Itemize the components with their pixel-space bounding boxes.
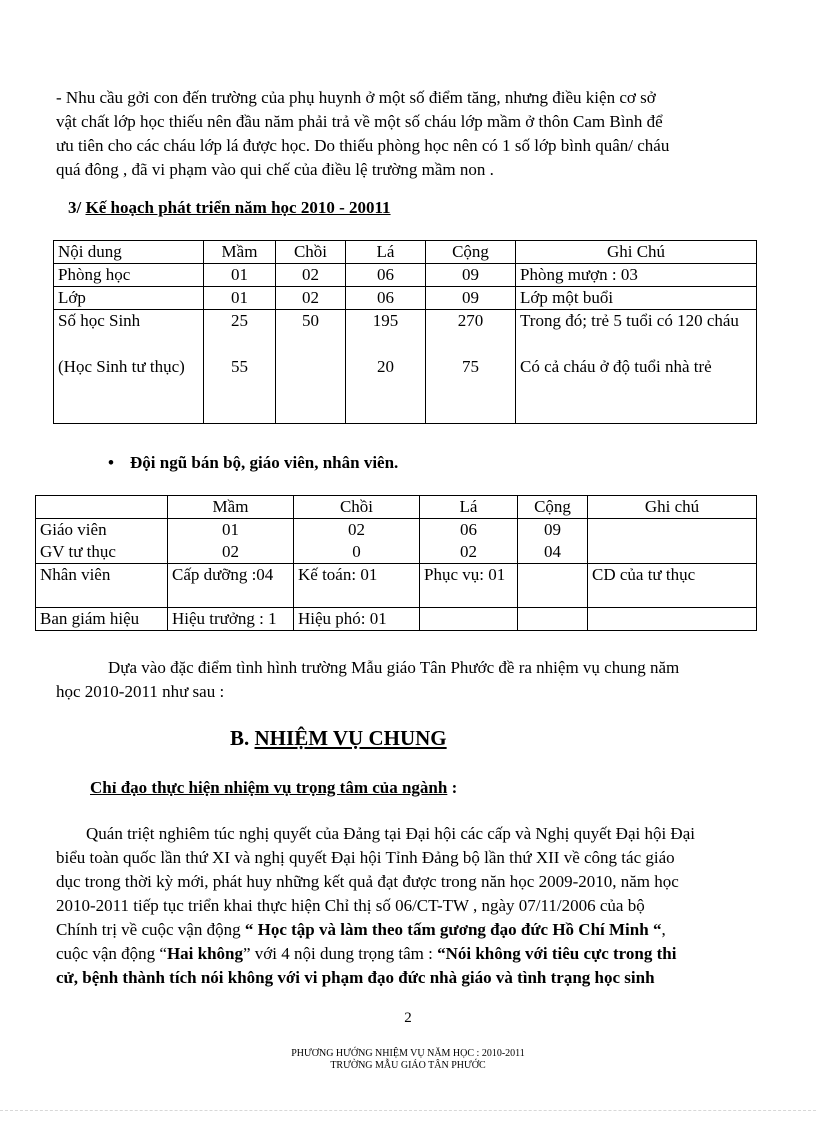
table-row-students bbox=[54, 310, 757, 424]
table-cell bbox=[204, 310, 276, 424]
private-teachers-value: 02 bbox=[460, 542, 477, 561]
summary-line: Dựa vào đặc điểm tình hình trường Mẫu giáo Tân Phước đề ra nhiệm vụ chung năm bbox=[108, 658, 680, 677]
table-cell: 02 bbox=[276, 264, 346, 287]
students-value: 25 bbox=[231, 311, 248, 330]
page-footer bbox=[0, 1048, 816, 1072]
table-row-board bbox=[36, 608, 757, 631]
teachers-value: 02 bbox=[348, 520, 365, 539]
students-value: 270 bbox=[457, 311, 484, 330]
table-cell: Lớp một buổi bbox=[516, 287, 757, 310]
teachers-value: 01 bbox=[222, 520, 239, 539]
table-row bbox=[54, 287, 757, 310]
table-header-cell bbox=[36, 496, 168, 519]
subheading-suffix: : bbox=[447, 778, 458, 797]
body-line bbox=[56, 942, 776, 966]
students-note: Trong đó; trẻ 5 tuổi có 120 cháu bbox=[520, 311, 739, 330]
table-cell: 06 bbox=[346, 287, 426, 310]
body-line: 2010-2011 tiếp tục triển khai thực hiện Chỉ thị số 06/CT-TW , ngày 07/11/2006 của bộ bbox=[56, 896, 645, 915]
summary-paragraph bbox=[56, 656, 756, 704]
students-value: 195 bbox=[372, 311, 399, 330]
table-cell: Phòng mượn : 03 bbox=[516, 264, 757, 287]
body-text: ” với 4 nội dung trọng tâm : bbox=[243, 944, 438, 963]
table-cell bbox=[518, 519, 588, 564]
students-label: Số học Sinh bbox=[58, 311, 141, 330]
intro-paragraph bbox=[56, 86, 756, 182]
table-cell: 06 bbox=[346, 264, 426, 287]
table-cell: 09 bbox=[426, 287, 516, 310]
teachers-value: 06 bbox=[460, 520, 477, 539]
table-cell bbox=[420, 608, 518, 631]
table-cell: 02 bbox=[276, 287, 346, 310]
table-row-teachers bbox=[36, 519, 757, 564]
table-cell bbox=[168, 519, 294, 564]
campaign-quote: “Nói không với tiêu cực trong thi bbox=[437, 944, 677, 963]
section-b-title: NHIỆM VỤ CHUNG bbox=[254, 726, 447, 750]
table-row-staff bbox=[36, 564, 757, 608]
page-bottom-divider bbox=[0, 1110, 816, 1111]
table-cell: Hiệu trưởng : 1 bbox=[168, 608, 294, 631]
footer-line: PHƯƠNG HƯỚNG NHIỆM VỤ NĂM HỌC : 2010-2011 bbox=[291, 1048, 525, 1059]
table-cell bbox=[346, 310, 426, 424]
table-cell bbox=[36, 519, 168, 564]
table-cell bbox=[518, 564, 588, 608]
private-students-value: 55 bbox=[231, 357, 248, 376]
body-line: biểu toàn quốc lần thứ XI và nghị quyết Đại hội Tỉnh Đảng bộ lần thứ XII về công tác giáo bbox=[56, 848, 675, 867]
table-header-cell: Lá bbox=[346, 241, 426, 264]
table-cell bbox=[294, 519, 420, 564]
table-header-cell: Nội dung bbox=[54, 241, 204, 264]
section-3-prefix: 3/ bbox=[68, 198, 86, 217]
table-header-row bbox=[36, 496, 757, 519]
table-header-cell: Ghi chú bbox=[588, 496, 757, 519]
table-cell: 01 bbox=[204, 287, 276, 310]
table-cell bbox=[54, 310, 204, 424]
teachers-value: 09 bbox=[544, 520, 561, 539]
private-teachers-label: GV tư thục bbox=[40, 542, 116, 561]
body-text: , bbox=[661, 920, 666, 939]
intro-line: - Nhu cầu gởi con đến trường của phụ huynh ở một số điểm tăng, nhưng điều kiện cơ sở bbox=[56, 88, 656, 107]
private-teachers-value: 04 bbox=[544, 542, 561, 561]
staff-heading-text: Đội ngũ bán bộ, giáo viên, nhân viên. bbox=[130, 453, 399, 472]
table-cell: 01 bbox=[204, 264, 276, 287]
table-cell bbox=[518, 608, 588, 631]
table-cell bbox=[588, 519, 757, 564]
section-3-heading bbox=[68, 198, 391, 218]
table-cell: Hiệu phó: 01 bbox=[294, 608, 420, 631]
section-3-title: Kế hoạch phát triển năm học 2010 - 20011 bbox=[85, 198, 391, 217]
students-value: 50 bbox=[302, 311, 319, 330]
table-cell bbox=[276, 310, 346, 424]
table-header-cell: Mầm bbox=[204, 241, 276, 264]
table-header-cell: Chồi bbox=[294, 496, 420, 519]
table-header-cell: Lá bbox=[420, 496, 518, 519]
table-header-cell: Chồi bbox=[276, 241, 346, 264]
table-cell: Phục vụ: 01 bbox=[420, 564, 518, 608]
body-line bbox=[56, 918, 776, 942]
staff-heading bbox=[108, 453, 398, 473]
body-text: Chính trị về cuộc vận động bbox=[56, 920, 245, 939]
table-header-cell: Mầm bbox=[168, 496, 294, 519]
table-cell bbox=[516, 310, 757, 424]
private-teachers-value: 02 bbox=[222, 542, 239, 561]
table-header-cell: Ghi Chú bbox=[516, 241, 757, 264]
table-cell: CD của tư thục bbox=[588, 564, 757, 608]
campaign-name: Hai không bbox=[166, 944, 243, 963]
section-b-heading bbox=[230, 726, 447, 751]
bullet-icon: • bbox=[108, 453, 114, 472]
table-row bbox=[54, 264, 757, 287]
footer-line: TRƯỜNG MẪU GIÁO TÂN PHƯỚC bbox=[330, 1060, 486, 1071]
intro-line: quá đông , đã vi phạm vào qui chế của điều lệ trường mầm non . bbox=[56, 160, 494, 179]
teachers-label: Giáo viên bbox=[40, 520, 107, 539]
table-header-cell: Cộng bbox=[518, 496, 588, 519]
intro-line: ưu tiên cho các cháu lớp lá được học. Do thiếu phòng học nên có 1 số lớp bình quân/ cháu bbox=[56, 136, 670, 155]
table-cell: 09 bbox=[426, 264, 516, 287]
table-header-row bbox=[54, 241, 757, 264]
table-cell: Nhân viên bbox=[36, 564, 168, 608]
subheading bbox=[90, 778, 457, 798]
table-cell: Kế toán: 01 bbox=[294, 564, 420, 608]
summary-line: học 2010-2011 như sau : bbox=[56, 682, 225, 701]
intro-line: vật chất lớp học thiếu nên đầu năm phải trả về một số cháu lớp mầm ở thôn Cam Bình để bbox=[56, 112, 663, 131]
private-teachers-value: 0 bbox=[352, 542, 361, 561]
body-line: Quán triệt nghiêm túc nghị quyết của Đảng tại Đại hội các cấp và Nghị quyết Đại hội Đại bbox=[86, 824, 695, 843]
table-cell bbox=[420, 519, 518, 564]
body-text: cuộc vận động “ bbox=[56, 944, 167, 963]
body-line: cử, bệnh thành tích nói không với vi phạm đạo đức nhà giáo và tình trạng học sinh bbox=[56, 968, 655, 987]
section-b-prefix: B. bbox=[230, 726, 255, 750]
staff-table bbox=[35, 495, 757, 631]
page-number: 2 bbox=[404, 1010, 412, 1026]
private-students-value: 20 bbox=[377, 357, 394, 376]
body-line: dục trong thời kỳ mới, phát huy những kết quả đạt được trong năn học 2009-2010, năm học bbox=[56, 872, 679, 891]
private-students-value: 75 bbox=[462, 357, 479, 376]
development-plan-table bbox=[53, 240, 757, 424]
table-cell: Cấp dưỡng :04 bbox=[168, 564, 294, 608]
body-paragraph bbox=[56, 822, 776, 990]
table-cell: Lớp bbox=[54, 287, 204, 310]
table-cell: Ban giám hiệu bbox=[36, 608, 168, 631]
campaign-title: “ Học tập và làm theo tấm gương đạo đức Hồ Chí Minh “ bbox=[244, 920, 662, 939]
table-cell bbox=[426, 310, 516, 424]
subheading-title: Chỉ đạo thực hiện nhiệm vụ trọng tâm của ngành bbox=[90, 778, 448, 797]
private-students-label: (Học Sinh tư thục) bbox=[58, 357, 185, 376]
table-cell: Phòng học bbox=[54, 264, 204, 287]
private-students-note: Có cả cháu ở độ tuổi nhà trẻ bbox=[520, 357, 712, 376]
table-cell bbox=[588, 608, 757, 631]
table-header-cell: Cộng bbox=[426, 241, 516, 264]
